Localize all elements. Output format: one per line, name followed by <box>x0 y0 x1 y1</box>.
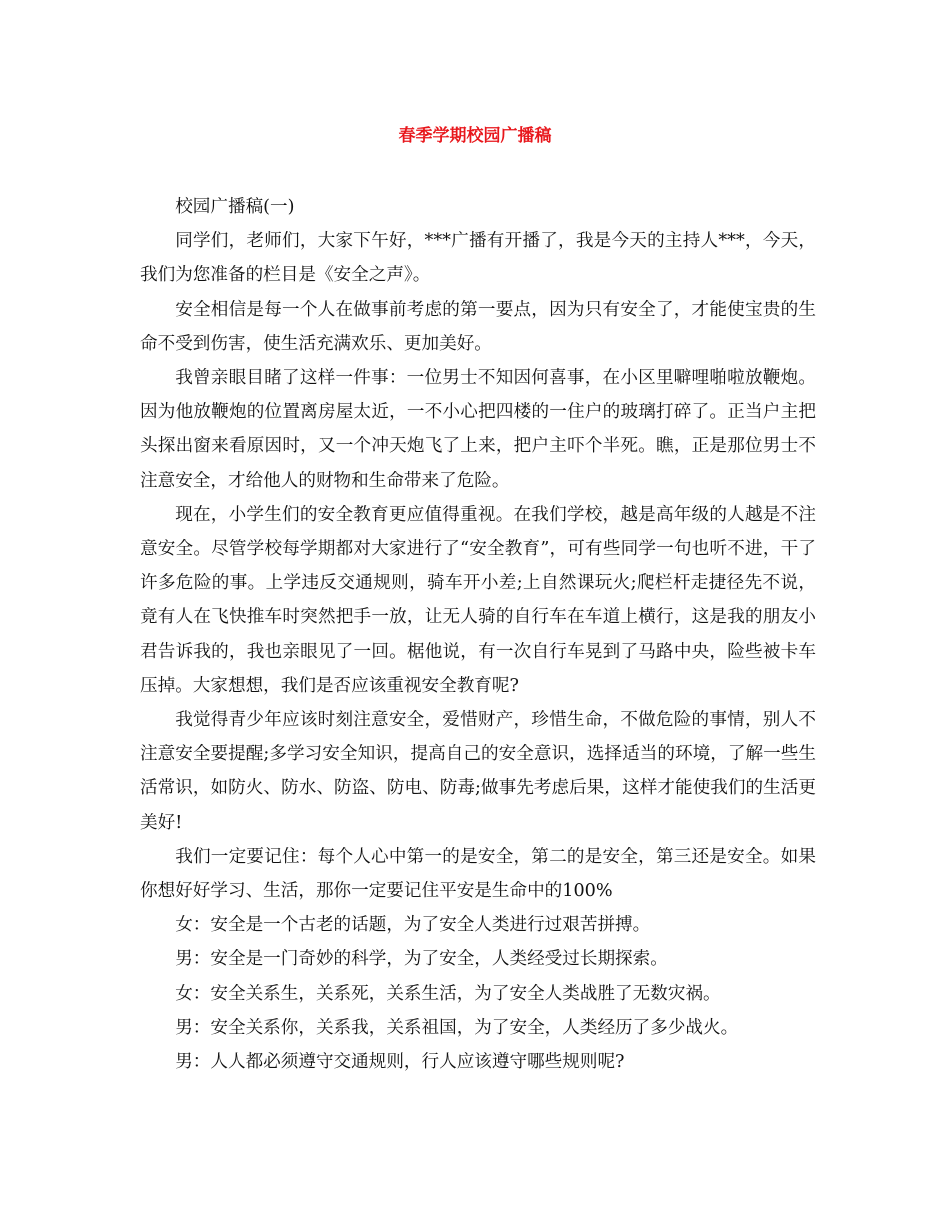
paragraph-greeting: 同学们，老师们，大家下午好，***广播有开播了，我是今天的主持人***，今天，我们为您准备的栏目是《安全之声》。 <box>140 231 816 286</box>
dialogue-line: 女：安全是一个古老的话题，为了安全人类进行过艰苦拼搏。 <box>175 915 651 936</box>
document-title: 春季学期校园广播稿 <box>398 126 552 146</box>
paragraph-firecracker-story: 我曾亲眼目睹了这样一件事：一位男士不知因何喜事，在小区里噼哩啪啦放鞭炮。因为他放鞭炮的位置离房屋太近，一不小心把四楼的一住户的玻璃打碎了。正当户主把头探出窗来看原因时，又一个冲天炮飞了上来，把户主吓个半死。瞧，正是那位男士不注意安全，才给他人的财物和生命带来了危险。 <box>140 368 816 491</box>
dialogue-line: 女：安全关系生，关系死，关系生活，为了安全人类战胜了无数灾祸。 <box>175 983 721 1004</box>
dialogue-line: 男：安全是一门奇妙的科学，为了安全，人类经受过长期探索。 <box>175 949 668 970</box>
dialogue-line: 男：人人都必须遵守交通规则，行人应该遵守哪些规则呢? <box>175 1052 625 1073</box>
paragraph-safety-first: 安全相信是每一个人在做事前考虑的第一要点，因为只有安全了，才能使宝贵的生命不受到伤害，使生活充满欢乐、更加美好。 <box>140 299 816 354</box>
paragraph-student-safety: 现在，小学生们的安全教育更应值得重视。在我们学校，越是高年级的人越是不注意安全。尽管学校每学期都对大家进行了“安全教育”，可有些同学一句也听不进，干了许多危险的事。上学违反交通规则，骑车开小差;上自然课玩火;爬栏杆走捷径先不说，竟有人在飞快推车时突然把手一放，让无人骑的自行车在车道上横行，这是我的朋友小君告诉我的，我也亲眼见了一回。椐他说，有一次自行车晃到了马路中央，险些被卡车压掉。大家想想，我们是否应该重视安全教育呢? <box>140 504 816 696</box>
paragraph-advice: 我觉得青少年应该时刻注意安全，爱惜财产，珍惜生命，不做危险的事情，别人不注意安全要提醒;多学习安全知识，提高自己的安全意识，选择适当的环境，了解一些生活常识，如防火、防水、防盗、防电、防毒;做事先考虑后果，这样才能使我们的生活更美好! <box>140 710 816 833</box>
section-heading: 校园广播稿(一) <box>175 197 295 217</box>
paragraph-remember: 我们一定要记住：每个人心中第一的是安全，第二的是安全，第三还是安全。如果你想好好学习、生活，那你一定要记住平安是生命中的100% <box>140 846 816 902</box>
document-body <box>140 190 816 1079</box>
dialogue-line: 男：安全关系你，关系我，关系祖国，为了安全，人类经历了多少战火。 <box>175 1017 739 1038</box>
